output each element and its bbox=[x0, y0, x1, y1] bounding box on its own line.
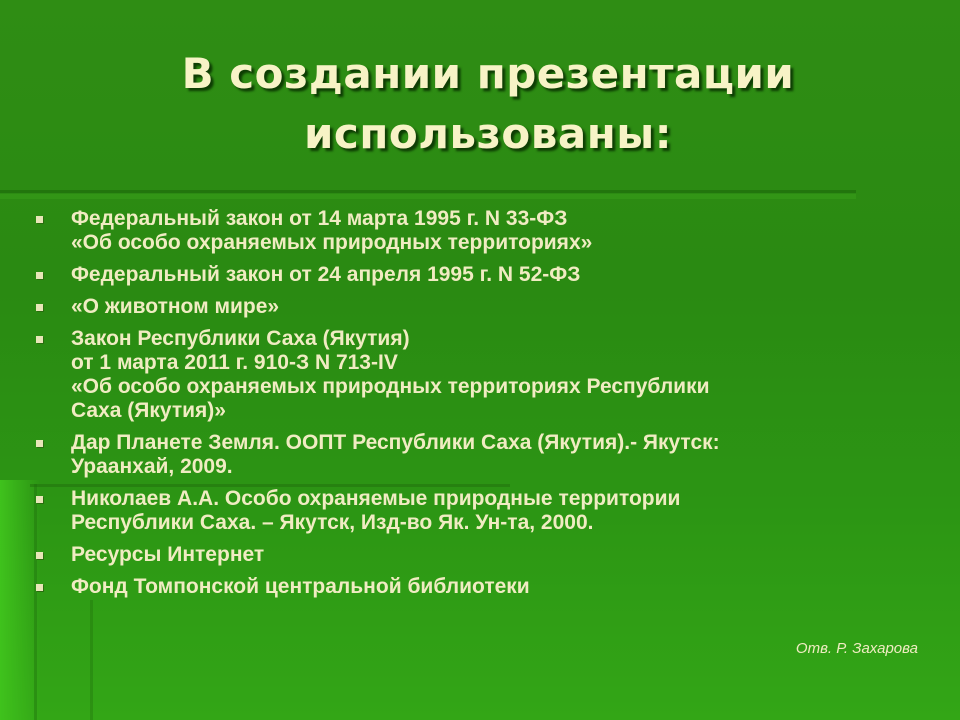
author-signature: Отв. Р. Захарова bbox=[795, 640, 918, 657]
square-bullet-icon bbox=[36, 216, 43, 223]
square-bullet-icon bbox=[36, 496, 43, 503]
title-line: В создании презентации bbox=[181, 49, 795, 98]
list-item bbox=[36, 431, 936, 479]
square-bullet-icon bbox=[36, 440, 43, 447]
decorative-line bbox=[90, 600, 93, 720]
divider-band bbox=[0, 194, 856, 199]
list-item-text: Дар Планете Земля. ООПТ Республики Саха (Якутия).- Якутск: Ураанхай, 2009. bbox=[71, 431, 720, 478]
list-item bbox=[36, 327, 936, 423]
list-item bbox=[36, 295, 936, 319]
list-item-text: Ресурсы Интернет bbox=[71, 543, 265, 566]
slide-title bbox=[0, 44, 960, 164]
reference-list bbox=[36, 207, 936, 607]
list-item-text: Закон Республики Саха (Якутия) от 1 марта 2011 г. 910-З N 713-IV «Об особо охраняемых природных территориях Республики Саха (Якутия)» bbox=[71, 327, 710, 422]
square-bullet-icon bbox=[36, 304, 43, 311]
list-item bbox=[36, 487, 936, 535]
list-item-text: Фонд Томпонской центральной библиотеки bbox=[71, 575, 530, 598]
list-item-text: Федеральный закон от 24 апреля 1995 г. N 52-ФЗ bbox=[71, 263, 581, 286]
list-item bbox=[36, 263, 936, 287]
square-bullet-icon bbox=[36, 552, 43, 559]
list-item-text: «О животном мире» bbox=[71, 295, 280, 318]
divider-line bbox=[0, 190, 856, 193]
list-item-text: Николаев А.А. Особо охраняемые природные территории Республики Саха. – Якутск, Изд-во Як. Ун-та, 2000. bbox=[71, 487, 681, 534]
list-item bbox=[36, 575, 936, 599]
square-bullet-icon bbox=[36, 336, 43, 343]
list-item bbox=[36, 207, 936, 255]
title-line: использованы: bbox=[304, 109, 672, 158]
list-item-text: Федеральный закон от 14 марта 1995 г. N 33-ФЗ «Об особо охраняемых природных территориях» bbox=[71, 207, 593, 254]
list-item bbox=[36, 543, 936, 567]
square-bullet-icon bbox=[36, 272, 43, 279]
square-bullet-icon bbox=[36, 584, 43, 591]
